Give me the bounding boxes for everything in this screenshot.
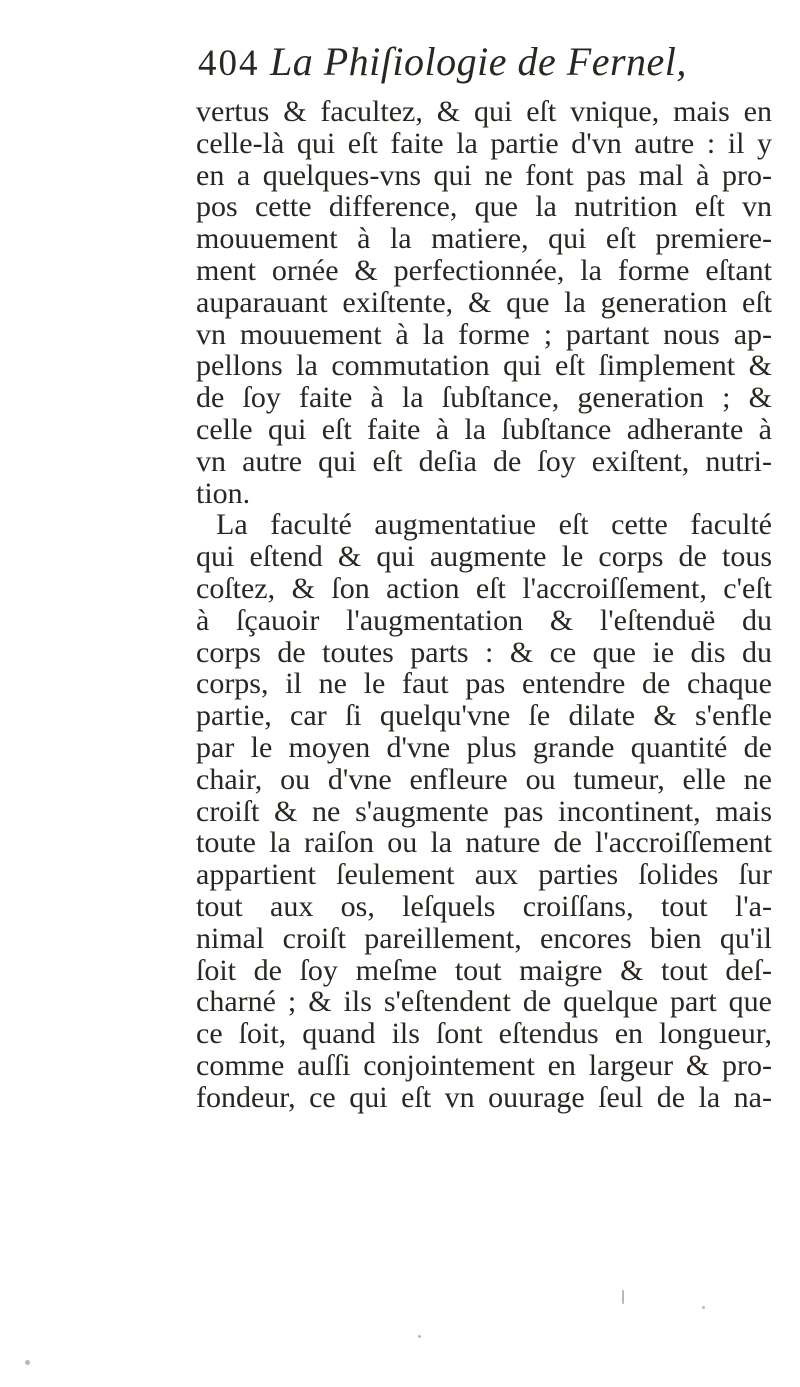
text-line: de ſoy faite à la ſubſtance, generation ; &: [196, 381, 772, 415]
text-line: pos cette difference, que la nutrition eſt vn: [196, 190, 772, 224]
text-line: tout aux os, leſquels croiſſans, tout l'a-: [196, 889, 772, 923]
text-line: ce ſoit, quand ils ſont eſtendus en longueur,: [196, 1017, 772, 1051]
text-line: chair, ou d'vne enfleure ou tumeur, elle ne: [196, 762, 772, 796]
page-number: 404: [198, 43, 260, 84]
text-line: charné ; & ils s'eſtendent de quelque part que: [196, 985, 772, 1019]
paper-speck: [622, 1290, 624, 1304]
text-line: coſtez, & ſon action eſt l'accroiſſement, c'eſt: [196, 571, 772, 605]
text-line: partie, car ſi quelqu'vne ſe dilate & s'enfle: [196, 699, 772, 733]
text-line: vertus & facultez, & qui eſt vnique, mais en: [196, 95, 772, 128]
text-line: corps de toutes parts : & ce que ie dis du: [196, 635, 772, 669]
text-line: vn mouuement à la forme ; partant nous ap-: [196, 317, 772, 351]
paper-speck: [25, 1360, 30, 1365]
paragraph-2: [196, 509, 772, 1113]
body-text: [196, 96, 772, 1114]
text-line: vn autre qui eſt deſia de ſoy exiſtent, nutri-: [196, 444, 772, 478]
running-title: La Phiſiologie de Fernel,: [270, 39, 687, 84]
text-line: ſoit de ſoy meſme tout maigre & tout deſ-: [196, 953, 772, 987]
text-line: croiſt & ne s'augmente pas incontinent, mais: [196, 794, 772, 828]
text-line: à ſçauoir l'augmentation & l'eſtenduë du: [196, 603, 772, 637]
text-line: toute la raiſon ou la nature de l'accroiſſement: [196, 826, 772, 860]
text-line: celle qui eſt faite à la ſubſtance adherante à: [196, 412, 772, 446]
page-header: [198, 38, 687, 96]
paragraph-1: [196, 96, 772, 509]
text-line: tion.: [196, 476, 251, 510]
paper-speck: [702, 1306, 705, 1309]
text-line: par le moyen d'vne plus grande quantité de: [196, 730, 772, 764]
paper-speck: [418, 1335, 421, 1338]
text-line: corps, il ne le faut pas entendre de chaque: [196, 667, 772, 701]
text-line: auparauant exiſtente, & que la generation eſt: [196, 285, 772, 319]
text-line: La faculté augmentatiue eſt cette faculté: [216, 508, 772, 542]
text-line: ment ornée & perfectionnée, la forme eſtant: [196, 253, 772, 287]
text-line: pellons la commutation qui eſt ſimplement &: [196, 349, 772, 383]
text-line: mouuement à la matiere, qui eſt premiere-: [196, 222, 772, 256]
text-line: appartient ſeulement aux parties ſolides ſur: [196, 858, 772, 892]
text-line: nimal croiſt pareillement, encores bien qu'il: [196, 921, 772, 955]
text-line: celle-là qui eſt faite la partie d'vn autre : il y: [196, 126, 772, 160]
text-line: comme auſſi conjointement en largeur & pro-: [196, 1048, 772, 1082]
text-line: qui eſtend & qui augmente le corps de tous: [196, 540, 772, 574]
text-line: en a quelques-vns qui ne font pas mal à pro-: [196, 158, 772, 192]
text-line: fondeur, ce qui eſt vn ouurage ſeul de la na-: [196, 1080, 772, 1114]
